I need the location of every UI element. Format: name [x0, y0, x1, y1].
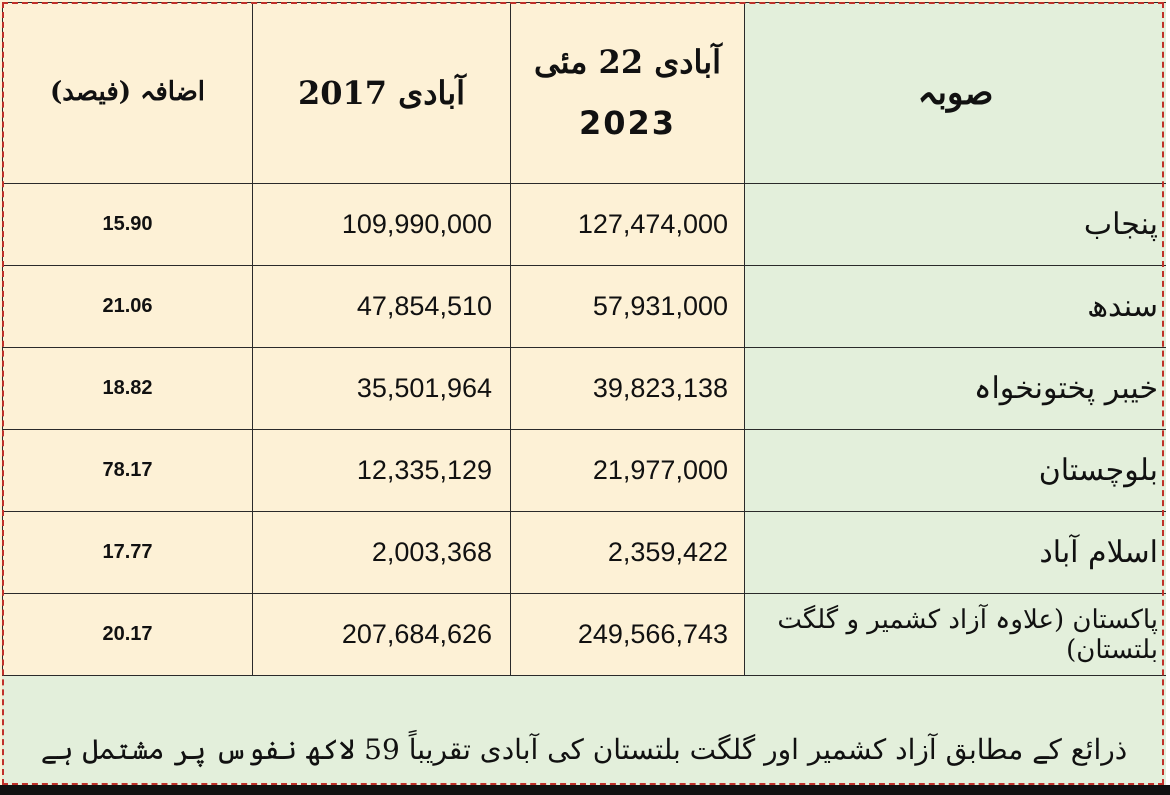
dashed-frame	[2, 2, 1164, 785]
increase-cell: 15.90	[3, 184, 253, 266]
pop-2017-cell: 109,990,000	[253, 184, 511, 266]
pop-2017-cell: 47,854,510	[253, 266, 511, 348]
province-cell: بلوچستان	[745, 430, 1167, 512]
pop-2017-cell: 12,335,129	[253, 430, 511, 512]
header-increase-percent: اضافہ (فیصد)	[3, 3, 253, 184]
province-cell: سندھ	[745, 266, 1167, 348]
pop-2023-cell: 2,359,422	[511, 512, 745, 594]
header-province: صوبہ	[745, 3, 1167, 184]
increase-cell: 20.17	[3, 594, 253, 676]
footnote-text: ذرائع کے مطابق آزاد کشمیر اور گلگت بلتستان کی آبادی تقریباً 59 لاکھ نفوس پر مشتمل ہے	[40, 733, 1128, 766]
increase-cell: 78.17	[3, 430, 253, 512]
province-cell: خیبر پختونخواہ	[745, 348, 1167, 430]
province-cell: پاکستان (علاوہ آزاد کشمیر و گلگت بلتستان)	[745, 594, 1167, 676]
pop-2017-cell: 2,003,368	[253, 512, 511, 594]
pop-2023-cell: 39,823,138	[511, 348, 745, 430]
pop-2023-cell: 57,931,000	[511, 266, 745, 348]
header-pop-2023: آبادی 22 مئی 2023	[511, 3, 745, 184]
increase-cell: 17.77	[3, 512, 253, 594]
pop-2023-cell: 249,566,743	[511, 594, 745, 676]
pop-2017-cell: 35,501,964	[253, 348, 511, 430]
increase-cell: 18.82	[3, 348, 253, 430]
pop-2023-cell: 127,474,000	[511, 184, 745, 266]
header-pop-2017: آبادی 2017	[253, 3, 511, 184]
province-cell: پنجاب	[745, 184, 1167, 266]
bottom-bar	[0, 785, 1170, 795]
right-edge	[1166, 0, 1170, 785]
pop-2023-cell: 21,977,000	[511, 430, 745, 512]
increase-cell: 21.06	[3, 266, 253, 348]
province-cell: اسلام آباد	[745, 512, 1167, 594]
pop-2017-cell: 207,684,626	[253, 594, 511, 676]
